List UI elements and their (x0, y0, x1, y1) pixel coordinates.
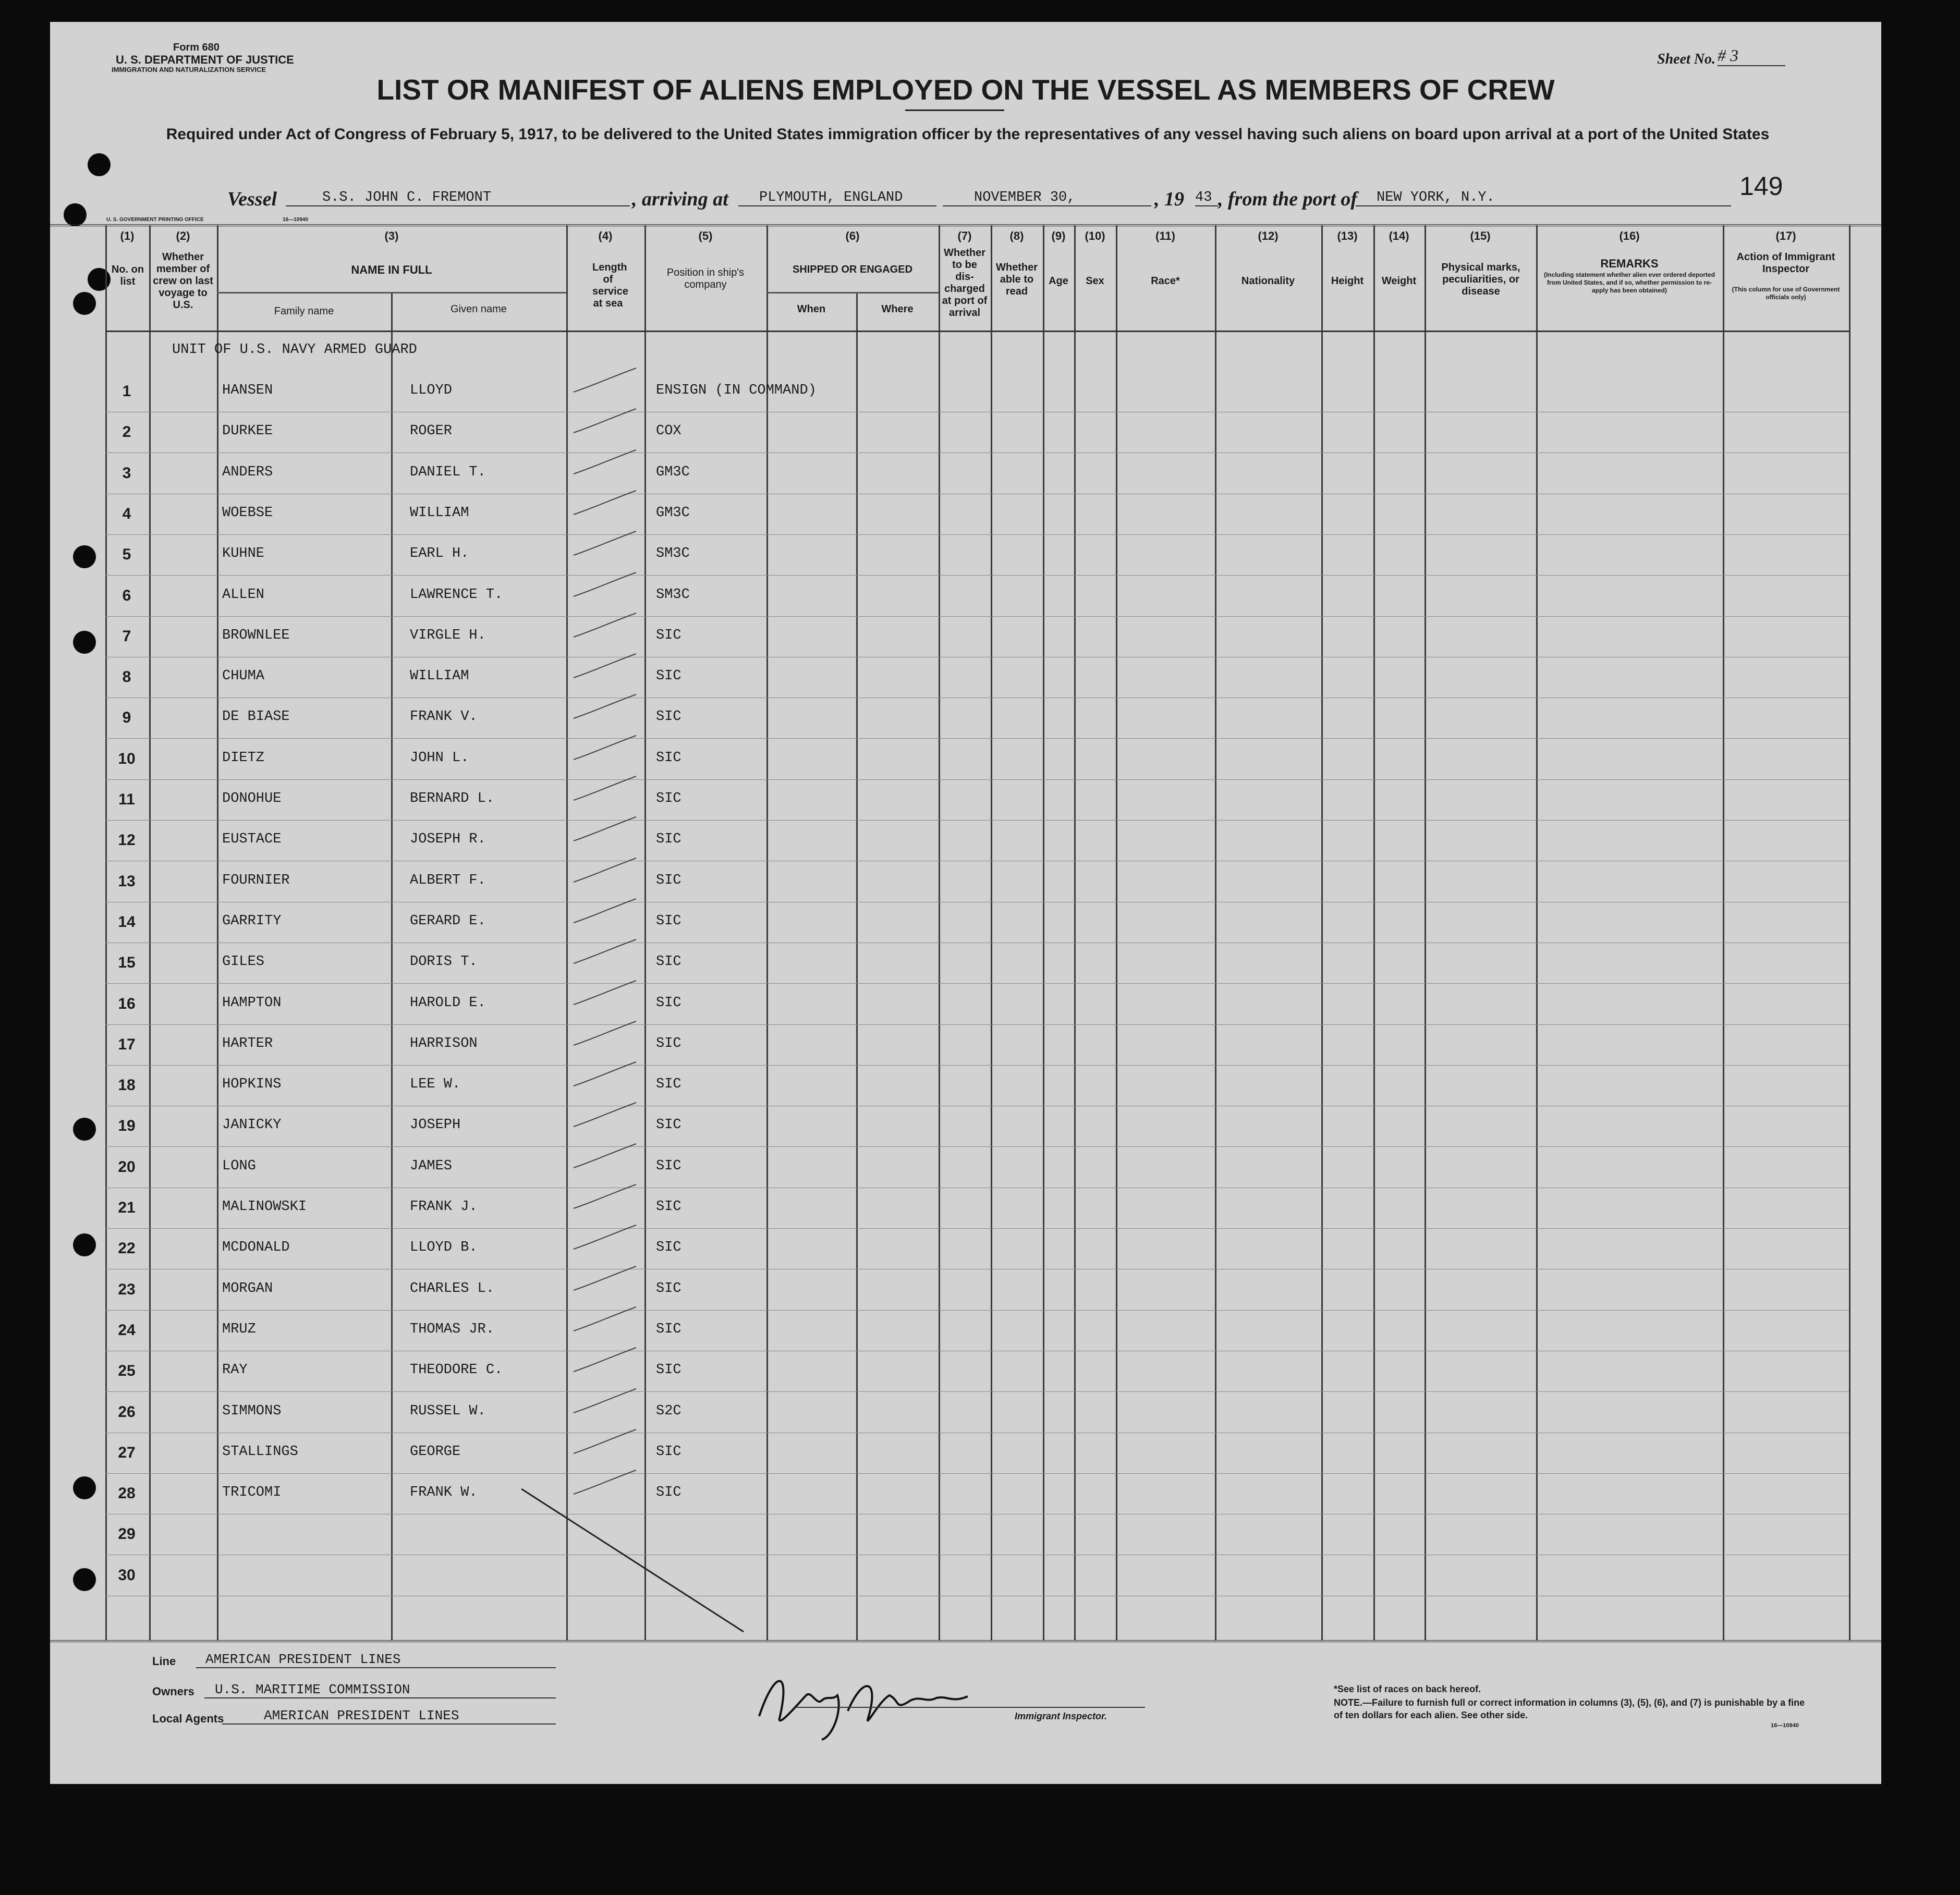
family-name: BROWNLEE (222, 628, 290, 643)
family-name: GARRITY (222, 913, 282, 929)
row-rule (105, 1473, 1849, 1474)
col-head-height: Height (1331, 275, 1364, 287)
given-name: GEORGE (410, 1444, 461, 1460)
family-name: EUSTACE (222, 832, 282, 847)
given-name: RUSSEL W. (410, 1403, 486, 1419)
row-number: 2 (122, 423, 131, 441)
row-number: 13 (118, 873, 136, 890)
col-num-17: (17) (1775, 229, 1796, 242)
given-name: THEODORE C. (410, 1362, 503, 1378)
row-number: 19 (118, 1117, 136, 1134)
row-number: 7 (122, 628, 131, 645)
given-name: JOSEPH R. (410, 832, 486, 847)
given-name: LLOYD (410, 383, 453, 398)
service-tick-mark (571, 651, 639, 682)
given-name: FRANK W. (410, 1485, 478, 1500)
col-head-position: Position in ship's company (666, 267, 745, 290)
service-tick-mark (571, 814, 639, 845)
row-number: 1 (122, 383, 131, 400)
given-name: WILLIAM (410, 505, 469, 521)
page-title: LIST OR MANIFEST OF ALIENS EMPLOYED ON THE VESSEL AS MEMBERS OF CREW (376, 74, 1555, 106)
col-num-12: (12) (1258, 229, 1279, 242)
col-head-when: When (797, 303, 826, 315)
family-name: DURKEE (222, 423, 273, 439)
row-rule (105, 1228, 1849, 1229)
punch-hole (73, 1233, 96, 1256)
row-number: 29 (118, 1525, 136, 1543)
position: SIC (656, 1240, 681, 1255)
given-name: LLOYD B. (410, 1240, 478, 1255)
row-number: 15 (118, 954, 136, 971)
family-name: HAMPTON (222, 995, 282, 1011)
row-number: 20 (118, 1158, 136, 1176)
family-name: MRUZ (222, 1322, 256, 1337)
service-tick-mark (571, 732, 639, 764)
position: SM3C (656, 546, 690, 561)
position: SIC (656, 873, 681, 888)
col-head-age: Age (1049, 275, 1068, 287)
from-port-field[interactable]: NEW YORK, N.Y. (1356, 190, 1731, 206)
strike-line (519, 1487, 754, 1638)
manifest-sheet (50, 22, 1881, 1784)
col-head-given-name: Given name (451, 303, 507, 315)
family-name: MCDONALD (222, 1240, 290, 1255)
punch-hole (73, 545, 96, 568)
given-name: FRANK J. (410, 1199, 478, 1215)
col-num-4: (4) (598, 229, 613, 242)
col-head-race: Race* (1151, 275, 1180, 287)
service-tick-mark (571, 447, 639, 478)
col-num-2: (2) (176, 229, 190, 242)
position: SIC (656, 668, 681, 684)
row-number: 4 (122, 505, 131, 522)
row-rule (105, 1146, 1849, 1147)
position: SIC (656, 1199, 681, 1215)
punch-hole (73, 1476, 96, 1499)
from-port-label: , from the port of (1218, 188, 1358, 210)
service-tick-mark (571, 1059, 639, 1090)
vessel-label: Vessel (227, 188, 277, 210)
family-name: JANICKY (222, 1117, 282, 1133)
row-number: 21 (118, 1199, 136, 1216)
given-name: JOSEPH (410, 1117, 461, 1133)
line-label: Line (152, 1655, 176, 1668)
punch-hole (88, 268, 111, 291)
sheet-label: Sheet No. (1657, 51, 1715, 67)
row-number: 14 (118, 913, 136, 931)
grid-line (1373, 225, 1375, 1641)
family-name: ANDERS (222, 464, 273, 480)
service-tick-mark (571, 1099, 639, 1131)
col-num-11: (11) (1155, 229, 1175, 242)
position: SIC (656, 1036, 681, 1052)
row-number: 22 (118, 1240, 136, 1257)
col-num-5: (5) (698, 229, 713, 242)
grid-line (1723, 225, 1724, 1641)
grid-line (391, 293, 393, 1641)
row-rule (105, 1391, 1849, 1392)
row-number: 3 (122, 464, 131, 482)
col-num-3: (3) (384, 229, 399, 242)
service-tick-mark (571, 1222, 639, 1253)
given-name: CHARLES L. (410, 1281, 495, 1297)
grid-line (991, 225, 992, 1641)
row-number: 6 (122, 587, 131, 604)
service-tick-mark (571, 610, 639, 641)
col-head-read: Whether able to read (996, 262, 1038, 297)
given-name: JAMES (410, 1158, 453, 1174)
grid-line (1425, 225, 1426, 1641)
given-name: DORIS T. (410, 954, 478, 970)
position: SIC (656, 913, 681, 929)
col-head-where: Where (881, 303, 914, 315)
row-number: 23 (118, 1281, 136, 1298)
family-name: HANSEN (222, 383, 273, 398)
row-number: 9 (122, 709, 131, 726)
service-tick-mark (571, 691, 639, 723)
punch-hole (64, 203, 87, 226)
col-head-no-on-list: No. on list (111, 264, 144, 287)
grid-line (856, 293, 858, 1641)
given-name: ROGER (410, 423, 453, 439)
header-bottom-rule (105, 331, 1849, 332)
row-number: 17 (118, 1036, 136, 1053)
position: COX (656, 423, 681, 439)
service-tick-mark (571, 487, 639, 519)
given-name: FRANK V. (410, 709, 478, 725)
col-head-inspector-note: (This column for use of Government officials only) (1732, 286, 1840, 301)
given-name: VIRGLE H. (410, 628, 486, 643)
service-tick-mark (571, 855, 639, 886)
given-name: LEE W. (410, 1077, 461, 1092)
col-head-physical-marks: Physical marks, peculiarities, or disease (1441, 262, 1520, 297)
gpo-number: 16—10940 (283, 217, 308, 223)
owners-field[interactable]: U.S. MARITIME COMMISSION (204, 1682, 556, 1698)
position: SIC (656, 954, 681, 970)
col-num-7: (7) (957, 229, 972, 242)
service-tick-mark (571, 896, 639, 927)
given-name: HAROLD E. (410, 995, 486, 1011)
given-name: ALBERT F. (410, 873, 486, 888)
position: SIC (656, 1485, 681, 1500)
family-name: DONOHUE (222, 791, 282, 806)
given-name: EARL H. (410, 546, 469, 561)
vessel-name-field[interactable]: S.S. JOHN C. FREMONT (286, 190, 630, 206)
row-number: 26 (118, 1403, 136, 1421)
service-tick-mark (571, 1018, 639, 1049)
family-name: DE BIASE (222, 709, 290, 725)
row-number: 11 (118, 791, 135, 808)
position: SIC (656, 1281, 681, 1297)
service-tick-mark (571, 1181, 639, 1213)
grid-line (1536, 225, 1538, 1641)
given-name: HARRISON (410, 1036, 478, 1052)
row-number: 27 (118, 1444, 136, 1461)
family-name: HOPKINS (222, 1077, 282, 1092)
row-rule (105, 779, 1849, 780)
family-name: HARTER (222, 1036, 273, 1052)
grid-line (105, 225, 107, 1641)
row-number: 16 (118, 995, 136, 1012)
family-name: KUHNE (222, 546, 265, 561)
service: IMMIGRATION AND NATURALIZATION SERVICE (112, 66, 266, 74)
row-rule (105, 983, 1849, 984)
inspector-label: Immigrant Inspector. (1015, 1711, 1107, 1721)
department: U. S. DEPARTMENT OF JUSTICE (116, 53, 294, 66)
family-name: FOURNIER (222, 873, 290, 888)
position: SIC (656, 791, 681, 806)
family-name: MORGAN (222, 1281, 273, 1297)
year-prefix: , 19 (1154, 188, 1184, 210)
row-number: 5 (122, 546, 131, 563)
row-rule (105, 534, 1849, 535)
family-name: GILES (222, 954, 265, 970)
service-tick-mark (571, 977, 639, 1009)
col-num-8: (8) (1009, 229, 1024, 242)
col-head-shipped: SHIPPED OR ENGAGED (792, 264, 913, 275)
header-top-rule (50, 224, 1881, 226)
family-name: MALINOWSKI (222, 1199, 307, 1215)
service-tick-mark (571, 773, 639, 804)
service-tick-mark (571, 1141, 639, 1172)
owners-label: Owners (152, 1685, 194, 1698)
position: S2C (656, 1403, 681, 1419)
grid-line (1321, 225, 1323, 1641)
given-name: WILLIAM (410, 668, 469, 684)
family-name: WOEBSE (222, 505, 273, 521)
grid-line (566, 225, 568, 1641)
position: SIC (656, 628, 681, 643)
punch-hole (73, 631, 96, 654)
punch-hole (73, 292, 96, 315)
header-rule (217, 292, 566, 294)
header-rule (766, 292, 939, 294)
col-num-9: (9) (1051, 229, 1066, 242)
col-head-nationality: Nationality (1241, 275, 1295, 287)
position: SIC (656, 709, 681, 725)
col-num-6: (6) (845, 229, 860, 242)
given-name: DANIEL T. (410, 464, 486, 480)
service-tick-mark (571, 936, 639, 968)
penalty-note: NOTE.—Failure to furnish full or correct information in columns (3), (5), (6), and (7) is punishable by a fine of ten dollars for each alien. See other side. (1334, 1697, 1805, 1720)
col-head-discharged: Whether to be dis-charged at port of arrival (942, 247, 988, 319)
position: ENSIGN (IN COMMAND) (656, 383, 817, 398)
col-num-14: (14) (1389, 229, 1409, 242)
arriving-port-field[interactable]: PLYMOUTH, ENGLAND (738, 190, 936, 206)
gpo-note: U. S. GOVERNMENT PRINTING OFFICE (106, 217, 204, 223)
row-number: 24 (118, 1322, 136, 1339)
service-tick-mark (571, 1304, 639, 1335)
position: SIC (656, 995, 681, 1011)
given-name: BERNARD L. (410, 791, 495, 806)
grid-line (644, 225, 646, 1641)
row-number: 12 (118, 832, 136, 849)
position: SM3C (656, 587, 690, 603)
inspector-signature (744, 1638, 983, 1742)
position: SIC (656, 750, 681, 766)
grid-line (149, 225, 151, 1641)
grid-line (1043, 225, 1044, 1641)
given-name: JOHN L. (410, 750, 469, 766)
row-number: 30 (118, 1567, 136, 1584)
arrival-date-field[interactable]: NOVEMBER 30, (943, 190, 1151, 206)
grid-line (1215, 225, 1216, 1641)
col-head-length-service: Length of service at sea (592, 262, 628, 309)
family-name: DIETZ (222, 750, 265, 766)
row-rule (105, 820, 1849, 821)
row-rule (105, 1310, 1849, 1311)
position: SIC (656, 1362, 681, 1378)
service-tick-mark (571, 528, 639, 559)
grid-line (1849, 225, 1851, 1641)
position: SIC (656, 1158, 681, 1174)
col-head-weight: Weight (1381, 275, 1417, 287)
races-note: *See list of races on back hereof. (1334, 1684, 1481, 1694)
arriving-label: , arriving at (632, 188, 728, 210)
row-number: 10 (118, 750, 136, 767)
col-head-inspector: Action of Immigrant Inspector (1736, 251, 1835, 275)
row-rule (105, 1065, 1849, 1066)
title-rule (905, 109, 1004, 111)
family-name: CHUMA (222, 668, 265, 684)
service-tick-mark (571, 1263, 639, 1294)
punch-hole (73, 1118, 96, 1141)
punch-hole (88, 153, 111, 176)
row-rule (105, 1024, 1849, 1025)
row-rule (105, 575, 1849, 576)
col-head-sex: Sex (1086, 275, 1104, 287)
punch-hole (73, 1568, 96, 1591)
family-name: RAY (222, 1362, 248, 1378)
agents-label: Local Agents (152, 1712, 224, 1725)
given-name: THOMAS JR. (410, 1322, 495, 1337)
page-number: 149 (1739, 172, 1783, 201)
grid-line (766, 225, 768, 1641)
grid-line (1074, 225, 1076, 1641)
grid-line (1116, 225, 1117, 1641)
given-name: GERARD E. (410, 913, 486, 929)
subtitle: Required under Act of Congress of February 5, 1917, to be delivered to the United States immigration officer by the representatives of any vessel having such aliens on board upon arrival at a port of the United States (166, 126, 1770, 143)
service-tick-mark (571, 569, 639, 601)
family-name: ALLEN (222, 587, 265, 603)
position: SIC (656, 1077, 681, 1092)
family-name: TRICOMI (222, 1485, 282, 1500)
row-number: 18 (118, 1077, 136, 1094)
col-num-10: (10) (1085, 229, 1105, 242)
col-head-remarks: REMARKS (1600, 257, 1659, 270)
row-rule (105, 738, 1849, 739)
position: SIC (656, 832, 681, 847)
service-tick-mark (571, 1344, 639, 1376)
service-tick-mark (571, 365, 639, 396)
row-number: 28 (118, 1485, 136, 1502)
position: GM3C (656, 505, 690, 521)
line-field[interactable]: AMERICAN PRESIDENT LINES (196, 1652, 556, 1668)
position: GM3C (656, 464, 690, 480)
row-number: 25 (118, 1362, 136, 1379)
agents-field[interactable]: AMERICAN PRESIDENT LINES (222, 1708, 556, 1725)
col-head-family-name: Family name (274, 305, 334, 317)
col-head-remarks-note: (Including statement whether alien ever ordered deported from United States, and if so, whether permission to re-apply has been obtained) (1543, 271, 1715, 294)
given-name: LAWRENCE T. (410, 587, 503, 603)
grid-line (939, 225, 940, 1641)
signature-rule (796, 1707, 1145, 1708)
family-name: STALLINGS (222, 1444, 298, 1460)
position: SIC (656, 1117, 681, 1133)
footer-form-code: 16—10940 (1771, 1722, 1799, 1729)
row-rule (105, 616, 1849, 617)
grid-line (217, 225, 218, 1641)
col-head-name: NAME IN FULL (351, 263, 432, 276)
sheet-value: # 3 (1718, 46, 1785, 66)
col-head-last-voyage: Whether member of crew on last voyage to U.S. (153, 251, 213, 311)
year-field[interactable]: 43 (1195, 190, 1218, 206)
family-name: LONG (222, 1158, 256, 1174)
service-tick-mark (571, 406, 639, 437)
service-tick-mark (571, 1426, 639, 1458)
family-name: SIMMONS (222, 1403, 282, 1419)
position: SIC (656, 1444, 681, 1460)
form-number: Form 680 (173, 42, 220, 53)
service-tick-mark (571, 1386, 639, 1417)
col-num-16: (16) (1619, 229, 1640, 242)
row-number: 8 (122, 668, 131, 686)
unit-heading: UNIT OF U.S. NAVY ARMED GUARD (172, 342, 417, 358)
col-num-1: (1) (120, 229, 135, 242)
col-num-15: (15) (1470, 229, 1491, 242)
col-num-13: (13) (1337, 229, 1358, 242)
position: SIC (656, 1322, 681, 1337)
